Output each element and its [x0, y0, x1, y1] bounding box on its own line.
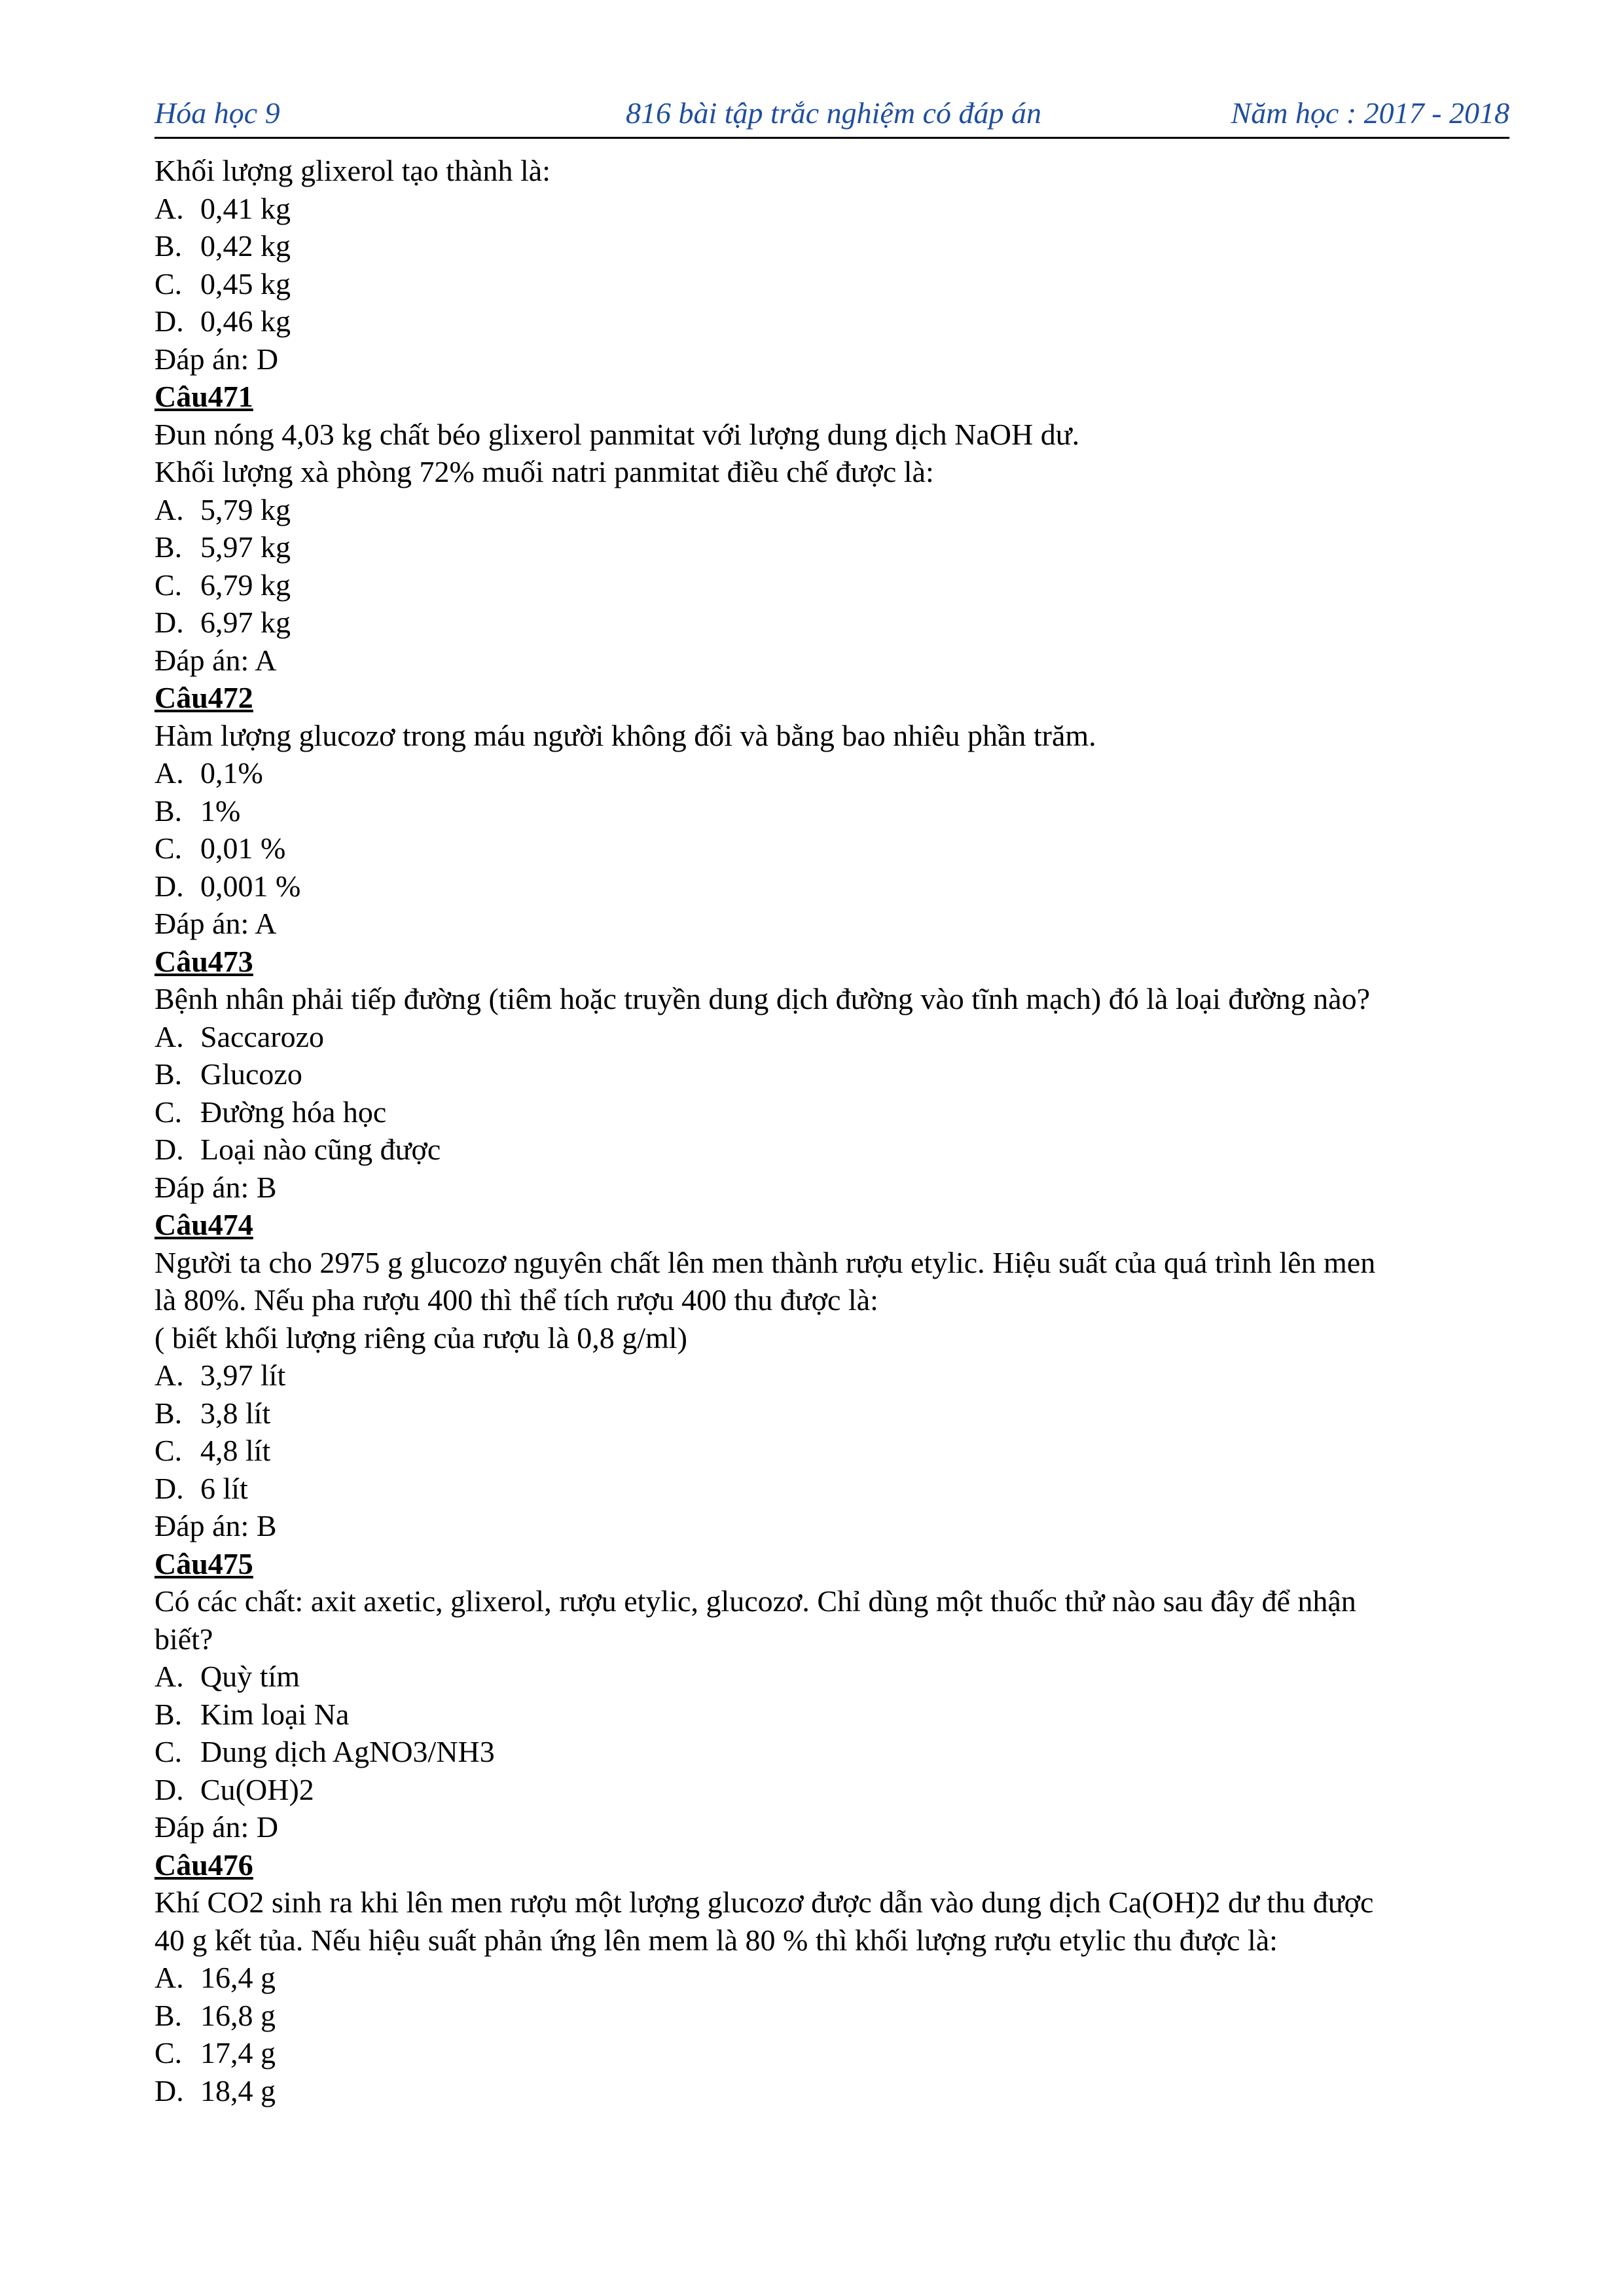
option-letter: D.	[154, 304, 184, 338]
option-letter: C.	[154, 2036, 183, 2069]
question-text: là 80%. Nếu pha rượu 400 thì thể tích rượu 400 thu được là:	[154, 1283, 878, 1317]
option-letter: D.	[154, 606, 184, 639]
option-letter: C.	[154, 1434, 183, 1467]
option-text: 4,8 lít	[200, 1434, 271, 1467]
option-text: Loại nào cũng được	[200, 1133, 441, 1166]
option-c	[154, 829, 1509, 867]
option-text: 16,4 g	[200, 1961, 276, 1994]
page-header	[154, 93, 1509, 139]
question-number: Câu474	[154, 1208, 253, 1241]
option-letter: B.	[154, 1057, 183, 1091]
option-a	[154, 491, 1509, 529]
question-number: Câu473	[154, 944, 253, 978]
intro-block	[154, 152, 1509, 378]
question-list	[154, 378, 1509, 2109]
option-d	[154, 1470, 1509, 1508]
option-text: 0,46 kg	[200, 304, 291, 338]
question-text: Khối lượng glixerol tạo thành là:	[154, 154, 550, 187]
option-d	[154, 302, 1509, 340]
question-text: ( biết khối lượng riêng của rượu là 0,8 g/ml)	[154, 1321, 687, 1355]
option-letter: C.	[154, 1735, 183, 1768]
option-c	[154, 566, 1509, 604]
option-b	[154, 1055, 1509, 1093]
option-a	[154, 1658, 1509, 1696]
option-text: 0,001 %	[200, 869, 301, 903]
option-b	[154, 1394, 1509, 1432]
option-text: Kim loại Na	[200, 1697, 350, 1731]
option-a	[154, 754, 1509, 792]
question-block	[154, 1206, 1509, 1545]
option-letter: A.	[154, 756, 184, 790]
header-subject: Hóa học 9	[154, 96, 280, 130]
option-text: Glucozo	[200, 1057, 302, 1091]
option-b	[154, 528, 1509, 566]
option-letter: C.	[154, 1095, 183, 1129]
option-b	[154, 792, 1509, 830]
option-letter: C.	[154, 831, 183, 865]
option-text: 1%	[200, 793, 241, 828]
option-text: Cu(OH)2	[200, 1772, 314, 1806]
option-letter: D.	[154, 1772, 184, 1806]
question-text: 40 g kết tủa. Nếu hiệu suất phản ứng lên mem là 80 % thì khối lượng rượu etylic thu được là:	[154, 1923, 1278, 1957]
option-text: 5,97 kg	[200, 530, 291, 564]
option-text: 3,8 lít	[200, 1396, 271, 1430]
option-letter: B.	[154, 229, 183, 263]
question-text: Người ta cho 2975 g glucozơ nguyên chất lên men thành rượu etylic. Hiệu suất của quá trình lên men	[154, 1245, 1376, 1279]
answer-line: Đáp án: A	[154, 643, 277, 677]
answer-line: Đáp án: B	[154, 1170, 277, 1204]
option-c	[154, 2034, 1509, 2072]
option-c	[154, 1432, 1509, 1470]
option-text: 6,79 kg	[200, 568, 291, 602]
option-text: Saccarozo	[200, 1019, 324, 1053]
option-letter: D.	[154, 869, 184, 903]
option-d	[154, 1131, 1509, 1169]
question-block	[154, 1545, 1509, 1846]
question-text: Có các chất: axit axetic, glixerol, rượu etylic, glucozơ. Chỉ dùng một thuốc thử nào sau đây để nhận	[154, 1584, 1356, 1618]
option-letter: D.	[154, 1471, 184, 1505]
option-letter: B.	[154, 530, 183, 564]
option-text: Quỳ tím	[200, 1660, 300, 1693]
question-number: Câu475	[154, 1546, 253, 1580]
option-a	[154, 190, 1509, 228]
option-a	[154, 1959, 1509, 1997]
option-text: 6 lít	[200, 1471, 248, 1505]
option-letter: A.	[154, 191, 184, 225]
question-text: Khí CO2 sinh ra khi lên men rượu một lượng glucozơ được dẫn vào dung dịch Ca(OH)2 dư thu được	[154, 1886, 1374, 1919]
option-letter: B.	[154, 1396, 183, 1430]
option-text: 0,41 kg	[200, 191, 291, 225]
question-number: Câu476	[154, 1848, 253, 1882]
answer-line: Đáp án: D	[154, 342, 279, 376]
option-letter: A.	[154, 1961, 184, 1994]
option-b	[154, 227, 1509, 265]
question-block	[154, 679, 1509, 943]
option-text: Dung dịch AgNO3/NH3	[200, 1735, 495, 1768]
option-text: 0,42 kg	[200, 229, 291, 263]
question-block	[154, 943, 1509, 1207]
option-letter: B.	[154, 1998, 183, 2032]
question-text: Đun nóng 4,03 kg chất béo glixerol panmitat với lượng dung dịch NaOH dư.	[154, 417, 1080, 451]
option-a	[154, 1018, 1509, 1056]
option-letter: A.	[154, 1019, 184, 1053]
option-d	[154, 604, 1509, 642]
option-text: 0,45 kg	[200, 266, 291, 301]
option-b	[154, 1997, 1509, 2035]
option-text: Đường hóa học	[200, 1095, 387, 1129]
option-letter: C.	[154, 266, 183, 301]
option-c	[154, 265, 1509, 303]
question-text: Khối lượng xà phòng 72% muối natri panmitat điều chế được là:	[154, 455, 934, 488]
option-text: 0,1%	[200, 756, 263, 790]
option-letter: A.	[154, 492, 184, 526]
option-text: 0,01 %	[200, 831, 286, 865]
answer-line: Đáp án: B	[154, 1509, 277, 1542]
option-letter: D.	[154, 2073, 184, 2107]
question-block	[154, 378, 1509, 679]
option-text: 5,79 kg	[200, 492, 291, 526]
option-c	[154, 1093, 1509, 1131]
option-text: 6,97 kg	[200, 606, 291, 639]
header-document-title: 816 bài tập trắc nghiệm có đáp án	[626, 96, 1041, 130]
document-body	[154, 152, 1509, 2109]
option-letter: B.	[154, 1697, 183, 1731]
answer-line: Đáp án: D	[154, 1810, 279, 1844]
header-school-year: Năm học : 2017 - 2018	[1231, 96, 1509, 130]
option-text: 16,8 g	[200, 1998, 276, 2032]
option-c	[154, 1733, 1509, 1771]
option-d	[154, 867, 1509, 905]
question-number: Câu471	[154, 380, 253, 413]
question-number: Câu472	[154, 681, 253, 714]
question-text: Bệnh nhân phải tiếp đường (tiêm hoặc truyền dung dịch đường vào tĩnh mạch) đó là loại đường nào?	[154, 982, 1371, 1015]
option-letter: A.	[154, 1660, 184, 1693]
question-block	[154, 1846, 1509, 2110]
question-text: biết?	[154, 1622, 213, 1656]
option-letter: B.	[154, 793, 183, 828]
option-a	[154, 1357, 1509, 1394]
answer-line: Đáp án: A	[154, 907, 277, 940]
option-text: 17,4 g	[200, 2036, 276, 2069]
option-text: 3,97 lít	[200, 1358, 286, 1392]
option-b	[154, 1696, 1509, 1734]
option-letter: C.	[154, 568, 183, 602]
question-text: Hàm lượng glucozơ trong máu người không đổi và bằng bao nhiêu phần trăm.	[154, 718, 1096, 752]
option-letter: A.	[154, 1358, 184, 1392]
option-d	[154, 1771, 1509, 1809]
option-d	[154, 2072, 1509, 2110]
option-letter: D.	[154, 1133, 184, 1166]
option-text: 18,4 g	[200, 2073, 276, 2107]
